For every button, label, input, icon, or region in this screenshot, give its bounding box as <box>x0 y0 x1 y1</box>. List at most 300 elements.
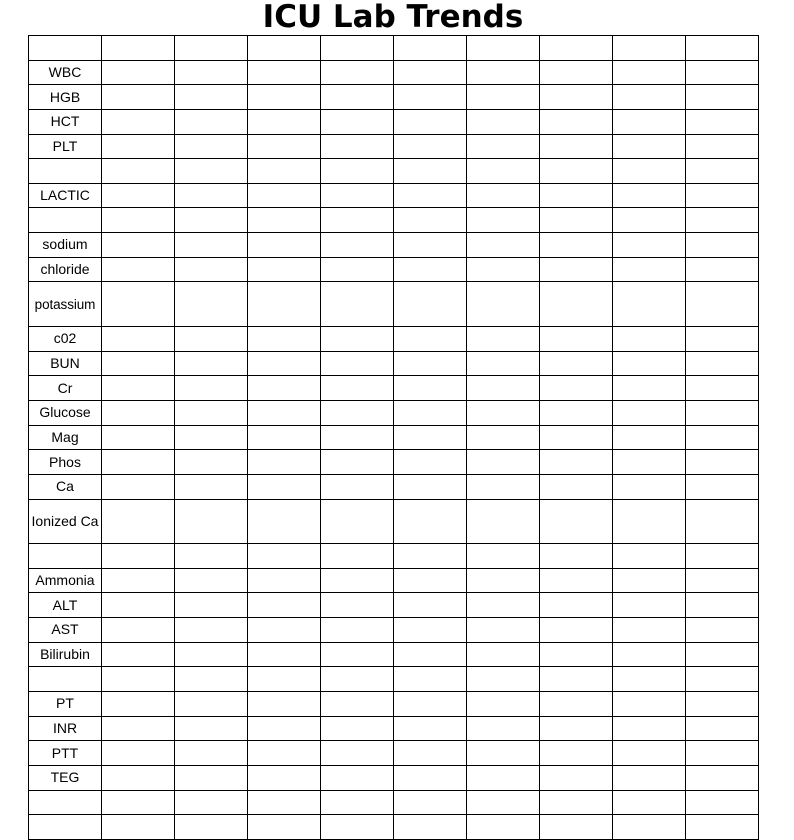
entry-cell[interactable] <box>467 765 540 790</box>
entry-cell[interactable] <box>248 134 321 159</box>
entry-cell[interactable] <box>175 282 248 327</box>
entry-cell[interactable] <box>175 109 248 134</box>
entry-cell[interactable] <box>686 159 759 184</box>
entry-cell[interactable] <box>321 327 394 352</box>
entry-cell[interactable] <box>394 765 467 790</box>
entry-cell[interactable] <box>467 159 540 184</box>
entry-cell[interactable] <box>248 109 321 134</box>
row-label: AST <box>29 618 102 643</box>
entry-cell[interactable] <box>175 474 248 499</box>
entry-cell[interactable] <box>613 815 686 840</box>
table-row <box>29 790 759 815</box>
entry-cell[interactable] <box>686 692 759 717</box>
entry-cell[interactable] <box>467 85 540 110</box>
entry-cell[interactable] <box>394 815 467 840</box>
entry-cell[interactable] <box>248 765 321 790</box>
entry-cell[interactable] <box>686 351 759 376</box>
entry-cell[interactable] <box>613 208 686 233</box>
entry-cell[interactable] <box>394 618 467 643</box>
entry-cell[interactable] <box>686 618 759 643</box>
entry-cell[interactable] <box>102 233 175 258</box>
row-label: chloride <box>29 257 102 282</box>
entry-cell[interactable] <box>394 642 467 667</box>
entry-cell[interactable] <box>613 790 686 815</box>
entry-cell[interactable] <box>175 85 248 110</box>
entry-cell[interactable] <box>102 257 175 282</box>
entry-cell[interactable] <box>175 351 248 376</box>
entry-cell[interactable] <box>175 618 248 643</box>
entry-cell[interactable] <box>540 716 613 741</box>
entry-cell[interactable] <box>467 327 540 352</box>
entry-cell[interactable] <box>175 60 248 85</box>
entry-cell[interactable] <box>686 233 759 258</box>
entry-cell[interactable] <box>175 667 248 692</box>
table-row <box>29 692 759 717</box>
entry-cell[interactable] <box>613 60 686 85</box>
entry-cell[interactable] <box>686 450 759 475</box>
entry-cell[interactable] <box>175 716 248 741</box>
row-label: HGB <box>29 85 102 110</box>
entry-cell[interactable] <box>321 765 394 790</box>
entry-cell[interactable] <box>686 208 759 233</box>
entry-cell[interactable] <box>175 450 248 475</box>
entry-cell[interactable] <box>467 499 540 544</box>
entry-cell[interactable] <box>613 134 686 159</box>
entry-cell[interactable] <box>613 568 686 593</box>
entry-cell[interactable] <box>321 692 394 717</box>
entry-cell[interactable] <box>686 376 759 401</box>
entry-cell[interactable] <box>613 642 686 667</box>
entry-cell[interactable] <box>394 257 467 282</box>
entry-cell[interactable] <box>613 474 686 499</box>
entry-cell[interactable] <box>540 233 613 258</box>
entry-cell[interactable] <box>686 568 759 593</box>
entry-cell[interactable] <box>394 183 467 208</box>
row-label <box>29 544 102 569</box>
entry-cell[interactable] <box>394 544 467 569</box>
entry-cell[interactable] <box>102 593 175 618</box>
entry-cell[interactable] <box>394 282 467 327</box>
entry-cell[interactable] <box>467 233 540 258</box>
entry-cell[interactable] <box>394 208 467 233</box>
entry-cell[interactable] <box>394 568 467 593</box>
entry-cell[interactable] <box>540 257 613 282</box>
entry-cell[interactable] <box>248 568 321 593</box>
entry-cell[interactable] <box>248 425 321 450</box>
entry-cell[interactable] <box>102 741 175 766</box>
entry-cell[interactable] <box>686 400 759 425</box>
entry-cell[interactable] <box>248 376 321 401</box>
entry-cell[interactable] <box>613 593 686 618</box>
table-row <box>29 741 759 766</box>
entry-cell[interactable] <box>613 109 686 134</box>
entry-cell[interactable] <box>394 109 467 134</box>
entry-cell[interactable] <box>467 450 540 475</box>
entry-cell[interactable] <box>175 765 248 790</box>
entry-cell[interactable] <box>467 282 540 327</box>
entry-cell[interactable] <box>248 642 321 667</box>
entry-cell[interactable] <box>248 692 321 717</box>
entry-cell[interactable] <box>248 499 321 544</box>
entry-cell[interactable] <box>613 257 686 282</box>
entry-cell[interactable] <box>467 208 540 233</box>
entry-cell[interactable] <box>467 790 540 815</box>
entry-cell[interactable] <box>102 85 175 110</box>
entry-cell[interactable] <box>467 60 540 85</box>
entry-cell[interactable] <box>102 425 175 450</box>
entry-cell[interactable] <box>613 544 686 569</box>
entry-cell[interactable] <box>102 109 175 134</box>
entry-cell[interactable] <box>467 400 540 425</box>
entry-cell[interactable] <box>102 159 175 184</box>
entry-cell[interactable] <box>686 499 759 544</box>
entry-cell[interactable] <box>102 692 175 717</box>
table-row <box>29 593 759 618</box>
entry-cell[interactable] <box>540 815 613 840</box>
entry-cell[interactable] <box>102 544 175 569</box>
entry-cell[interactable] <box>613 741 686 766</box>
entry-cell[interactable] <box>613 667 686 692</box>
entry-cell[interactable] <box>686 282 759 327</box>
entry-cell[interactable] <box>175 568 248 593</box>
entry-cell[interactable] <box>686 544 759 569</box>
lab-trends-table <box>28 35 759 840</box>
entry-cell[interactable] <box>686 257 759 282</box>
entry-cell[interactable] <box>321 593 394 618</box>
entry-cell[interactable] <box>248 257 321 282</box>
entry-cell[interactable] <box>175 159 248 184</box>
entry-cell[interactable] <box>613 233 686 258</box>
entry-cell[interactable] <box>686 183 759 208</box>
entry-cell[interactable] <box>467 568 540 593</box>
row-label: Phos <box>29 450 102 475</box>
entry-cell[interactable] <box>175 499 248 544</box>
entry-cell[interactable] <box>321 109 394 134</box>
entry-cell[interactable] <box>248 716 321 741</box>
entry-cell[interactable] <box>613 183 686 208</box>
entry-cell[interactable] <box>102 716 175 741</box>
entry-cell[interactable] <box>686 327 759 352</box>
entry-cell[interactable] <box>613 692 686 717</box>
entry-cell[interactable] <box>686 593 759 618</box>
entry-cell[interactable] <box>175 815 248 840</box>
entry-cell[interactable] <box>467 425 540 450</box>
entry-cell[interactable] <box>613 159 686 184</box>
entry-cell[interactable] <box>321 425 394 450</box>
entry-cell[interactable] <box>321 134 394 159</box>
entry-cell[interactable] <box>175 183 248 208</box>
entry-cell[interactable] <box>321 741 394 766</box>
entry-cell[interactable] <box>102 790 175 815</box>
entry-cell[interactable] <box>540 790 613 815</box>
entry-cell[interactable] <box>540 474 613 499</box>
entry-cell[interactable] <box>102 376 175 401</box>
table-row <box>29 257 759 282</box>
entry-cell[interactable] <box>613 85 686 110</box>
entry-cell[interactable] <box>467 741 540 766</box>
entry-cell[interactable] <box>102 208 175 233</box>
entry-cell[interactable] <box>321 233 394 258</box>
entry-cell[interactable] <box>102 642 175 667</box>
entry-cell[interactable] <box>394 134 467 159</box>
entry-cell[interactable] <box>394 499 467 544</box>
entry-cell[interactable] <box>394 593 467 618</box>
entry-cell[interactable] <box>102 351 175 376</box>
entry-cell[interactable] <box>248 327 321 352</box>
entry-cell[interactable] <box>321 618 394 643</box>
entry-cell[interactable] <box>248 85 321 110</box>
entry-cell[interactable] <box>540 765 613 790</box>
entry-cell[interactable] <box>248 790 321 815</box>
entry-cell[interactable] <box>686 667 759 692</box>
entry-cell[interactable] <box>321 400 394 425</box>
entry-cell[interactable] <box>394 85 467 110</box>
entry-cell[interactable] <box>613 282 686 327</box>
entry-cell[interactable] <box>467 351 540 376</box>
entry-cell[interactable] <box>467 618 540 643</box>
entry-cell[interactable] <box>686 642 759 667</box>
entry-cell[interactable] <box>102 400 175 425</box>
entry-cell[interactable] <box>321 667 394 692</box>
entry-cell[interactable] <box>467 716 540 741</box>
entry-cell[interactable] <box>175 790 248 815</box>
entry-cell[interactable] <box>321 257 394 282</box>
entry-cell[interactable] <box>175 134 248 159</box>
entry-cell[interactable] <box>540 667 613 692</box>
entry-cell[interactable] <box>540 282 613 327</box>
entry-cell[interactable] <box>540 400 613 425</box>
entry-cell[interactable] <box>686 109 759 134</box>
entry-cell[interactable] <box>321 716 394 741</box>
entry-cell[interactable] <box>175 208 248 233</box>
entry-cell[interactable] <box>175 692 248 717</box>
entry-cell[interactable] <box>248 351 321 376</box>
entry-cell[interactable] <box>686 36 759 61</box>
entry-cell[interactable] <box>540 376 613 401</box>
entry-cell[interactable] <box>540 692 613 717</box>
entry-cell[interactable] <box>394 790 467 815</box>
entry-cell[interactable] <box>102 474 175 499</box>
entry-cell[interactable] <box>248 60 321 85</box>
entry-cell[interactable] <box>248 233 321 258</box>
entry-cell[interactable] <box>321 815 394 840</box>
entry-cell[interactable] <box>686 85 759 110</box>
entry-cell[interactable] <box>467 376 540 401</box>
entry-cell[interactable] <box>467 642 540 667</box>
table-row <box>29 642 759 667</box>
entry-cell[interactable] <box>540 208 613 233</box>
entry-cell[interactable] <box>467 544 540 569</box>
entry-cell[interactable] <box>540 85 613 110</box>
entry-cell[interactable] <box>394 36 467 61</box>
entry-cell[interactable] <box>321 159 394 184</box>
entry-cell[interactable] <box>248 741 321 766</box>
entry-cell[interactable] <box>102 765 175 790</box>
entry-cell[interactable] <box>321 642 394 667</box>
entry-cell[interactable] <box>394 400 467 425</box>
entry-cell[interactable] <box>540 568 613 593</box>
entry-cell[interactable] <box>102 60 175 85</box>
entry-cell[interactable] <box>467 257 540 282</box>
entry-cell[interactable] <box>540 642 613 667</box>
entry-cell[interactable] <box>613 425 686 450</box>
entry-cell[interactable] <box>467 474 540 499</box>
row-label <box>29 790 102 815</box>
entry-cell[interactable] <box>175 327 248 352</box>
entry-cell[interactable] <box>394 716 467 741</box>
entry-cell[interactable] <box>394 60 467 85</box>
entry-cell[interactable] <box>248 667 321 692</box>
table-row <box>29 208 759 233</box>
entry-cell[interactable] <box>175 376 248 401</box>
entry-cell[interactable] <box>248 618 321 643</box>
entry-cell[interactable] <box>248 400 321 425</box>
entry-cell[interactable] <box>321 544 394 569</box>
entry-cell[interactable] <box>467 593 540 618</box>
table-row <box>29 376 759 401</box>
entry-cell[interactable] <box>540 741 613 766</box>
entry-cell[interactable] <box>394 667 467 692</box>
entry-cell[interactable] <box>102 183 175 208</box>
entry-cell[interactable] <box>321 376 394 401</box>
entry-cell[interactable] <box>175 257 248 282</box>
entry-cell[interactable] <box>686 765 759 790</box>
entry-cell[interactable] <box>394 425 467 450</box>
entry-cell[interactable] <box>321 282 394 327</box>
row-label: Ionized Ca <box>29 499 102 544</box>
entry-cell[interactable] <box>686 815 759 840</box>
entry-cell[interactable] <box>394 450 467 475</box>
entry-cell[interactable] <box>102 327 175 352</box>
entry-cell[interactable] <box>102 815 175 840</box>
entry-cell[interactable] <box>540 183 613 208</box>
entry-cell[interactable] <box>467 815 540 840</box>
entry-cell[interactable] <box>321 36 394 61</box>
entry-cell[interactable] <box>175 741 248 766</box>
entry-cell[interactable] <box>467 692 540 717</box>
entry-cell[interactable] <box>394 692 467 717</box>
entry-cell[interactable] <box>102 134 175 159</box>
entry-cell[interactable] <box>686 134 759 159</box>
entry-cell[interactable] <box>613 351 686 376</box>
entry-cell[interactable] <box>248 36 321 61</box>
entry-cell[interactable] <box>613 376 686 401</box>
entry-cell[interactable] <box>175 544 248 569</box>
entry-cell[interactable] <box>394 474 467 499</box>
entry-cell[interactable] <box>540 450 613 475</box>
entry-cell[interactable] <box>613 716 686 741</box>
entry-cell[interactable] <box>321 450 394 475</box>
entry-cell[interactable] <box>102 450 175 475</box>
entry-cell[interactable] <box>686 790 759 815</box>
entry-cell[interactable] <box>102 667 175 692</box>
entry-cell[interactable] <box>102 282 175 327</box>
entry-cell[interactable] <box>686 474 759 499</box>
entry-cell[interactable] <box>394 741 467 766</box>
entry-cell[interactable] <box>248 282 321 327</box>
table-row <box>29 450 759 475</box>
entry-cell[interactable] <box>686 716 759 741</box>
entry-cell[interactable] <box>613 618 686 643</box>
entry-cell[interactable] <box>540 425 613 450</box>
entry-cell[interactable] <box>613 450 686 475</box>
entry-cell[interactable] <box>540 499 613 544</box>
entry-cell[interactable] <box>248 474 321 499</box>
entry-cell[interactable] <box>321 208 394 233</box>
entry-cell[interactable] <box>467 183 540 208</box>
entry-cell[interactable] <box>248 183 321 208</box>
entry-cell[interactable] <box>686 425 759 450</box>
entry-cell[interactable] <box>467 109 540 134</box>
entry-cell[interactable] <box>467 667 540 692</box>
entry-cell[interactable] <box>102 568 175 593</box>
entry-cell[interactable] <box>540 60 613 85</box>
entry-cell[interactable] <box>613 765 686 790</box>
entry-cell[interactable] <box>321 568 394 593</box>
entry-cell[interactable] <box>394 327 467 352</box>
entry-cell[interactable] <box>321 183 394 208</box>
entry-cell[interactable] <box>248 815 321 840</box>
entry-cell[interactable] <box>175 642 248 667</box>
entry-cell[interactable] <box>248 450 321 475</box>
entry-cell[interactable] <box>102 36 175 61</box>
entry-cell[interactable] <box>686 60 759 85</box>
entry-cell[interactable] <box>321 60 394 85</box>
entry-cell[interactable] <box>540 593 613 618</box>
entry-cell[interactable] <box>613 400 686 425</box>
entry-cell[interactable] <box>175 400 248 425</box>
entry-cell[interactable] <box>321 474 394 499</box>
entry-cell[interactable] <box>686 741 759 766</box>
entry-cell[interactable] <box>102 499 175 544</box>
entry-cell[interactable] <box>102 618 175 643</box>
entry-cell[interactable] <box>540 36 613 61</box>
entry-cell[interactable] <box>540 159 613 184</box>
entry-cell[interactable] <box>175 593 248 618</box>
table-row <box>29 159 759 184</box>
entry-cell[interactable] <box>394 351 467 376</box>
row-label: potassium <box>29 282 102 327</box>
entry-cell[interactable] <box>394 233 467 258</box>
entry-cell[interactable] <box>540 351 613 376</box>
entry-cell[interactable] <box>321 499 394 544</box>
entry-cell[interactable] <box>321 351 394 376</box>
entry-cell[interactable] <box>467 134 540 159</box>
entry-cell[interactable] <box>248 593 321 618</box>
entry-cell[interactable] <box>394 159 467 184</box>
entry-cell[interactable] <box>248 208 321 233</box>
table-row <box>29 618 759 643</box>
entry-cell[interactable] <box>540 618 613 643</box>
entry-cell[interactable] <box>540 109 613 134</box>
entry-cell[interactable] <box>613 36 686 61</box>
entry-cell[interactable] <box>613 499 686 544</box>
entry-cell[interactable] <box>321 85 394 110</box>
entry-cell[interactable] <box>175 425 248 450</box>
entry-cell[interactable] <box>613 327 686 352</box>
entry-cell[interactable] <box>175 233 248 258</box>
table-row <box>29 282 759 327</box>
entry-cell[interactable] <box>394 376 467 401</box>
entry-cell[interactable] <box>248 159 321 184</box>
entry-cell[interactable] <box>175 36 248 61</box>
entry-cell[interactable] <box>467 36 540 61</box>
entry-cell[interactable] <box>540 544 613 569</box>
entry-cell[interactable] <box>321 790 394 815</box>
entry-cell[interactable] <box>540 327 613 352</box>
entry-cell[interactable] <box>540 134 613 159</box>
entry-cell[interactable] <box>248 544 321 569</box>
